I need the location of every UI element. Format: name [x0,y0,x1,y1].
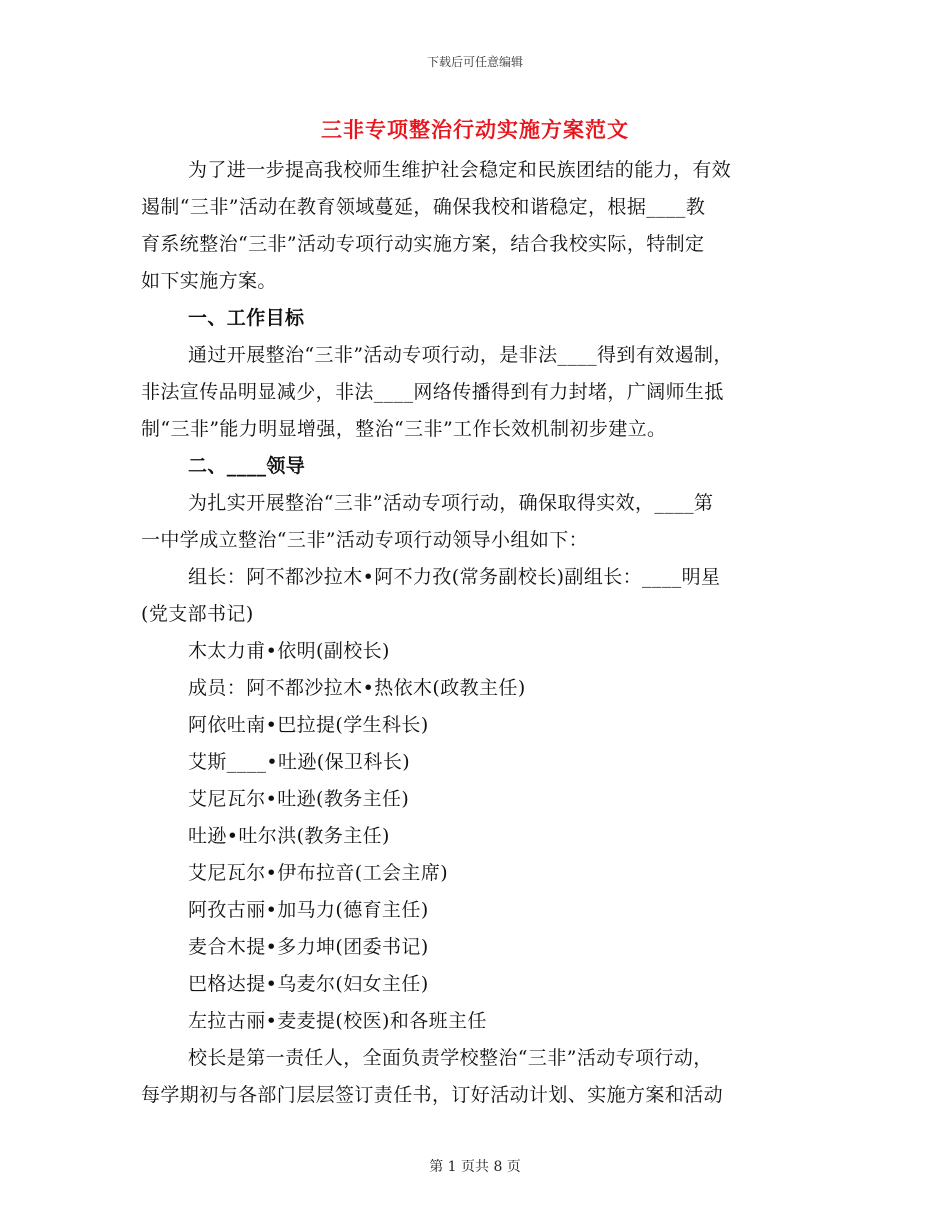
paragraph-line: 校长是第一责任人，全面负责学校整治“三非”活动专项行动， [188,1047,713,1069]
section-heading-leadership: 二、____领导 [188,455,306,477]
paragraph-line: 通过开展整治“三非”活动专项行动，是非法____得到有效遏制， [188,344,733,366]
paragraph-line: 非法宣传品明显减少，非法____网络传播得到有力封堵，广阔师生抵 [141,381,724,403]
page-header-note: 下载后可任意编辑 [426,55,523,69]
list-item: 阿依吐南•巴拉提(学生科长) [188,714,429,736]
list-item: 艾斯____•吐逊(保卫科长) [188,751,411,773]
list-item: 艾尼瓦尔•吐逊(教务主任) [188,788,410,810]
document-body [141,152,809,1114]
list-item: 木太力甫•依明(副校长) [188,640,390,662]
list-item: 左拉古丽•麦麦提(校医)和各班主任 [188,1010,487,1032]
list-item: 成员：阿不都沙拉木•热依木(政教主任) [188,677,526,699]
list-item: 麦合木提•多力坤(团委书记) [188,936,429,958]
list-item: 组长：阿不都沙拉木•阿不力孜(常务副校长)副组长：____明星 [188,566,721,588]
list-item: 艾尼瓦尔•伊布拉音(工会主席) [188,862,449,884]
paragraph-line: 为了进一步提高我校师生维护社会稳定和民族团结的能力，有效 [188,159,732,181]
list-item: (党支部书记) [141,603,254,625]
list-item: 吐逊•吐尔洪(教务主任) [188,825,390,847]
paragraph-line: 育系统整治“三非”活动专项行动实施方案，结合我校实际，特制定 [141,233,705,255]
paragraph-line: 如下实施方案。 [141,270,277,292]
section-heading-goals: 一、工作目标 [188,307,305,329]
paragraph-line: 每学期初与各部门层层签订责任书，订好活动计划、实施方案和活动 [141,1084,724,1106]
paragraph-line: 制“三非”能力明显增强，整治“三非”工作长效机制初步建立。 [141,418,667,440]
list-item: 阿孜古丽•加马力(德育主任) [188,899,429,921]
paragraph-line: 一中学成立整治“三非”活动专项行动领导小组如下： [141,529,589,551]
document-title: 三非专项整治行动实施方案范文 [321,117,629,142]
page-footer-number: 第 1 页共 8 页 [429,1159,521,1175]
paragraph-line: 为扎实开展整治“三非”活动专项行动，确保取得实效，____第 [188,492,714,514]
paragraph-line: 遏制“三非”活动在教育领域蔓延，确保我校和谐稳定，根据____教 [141,196,706,218]
list-item: 巴格达提•乌麦尔(妇女主任) [188,973,429,995]
